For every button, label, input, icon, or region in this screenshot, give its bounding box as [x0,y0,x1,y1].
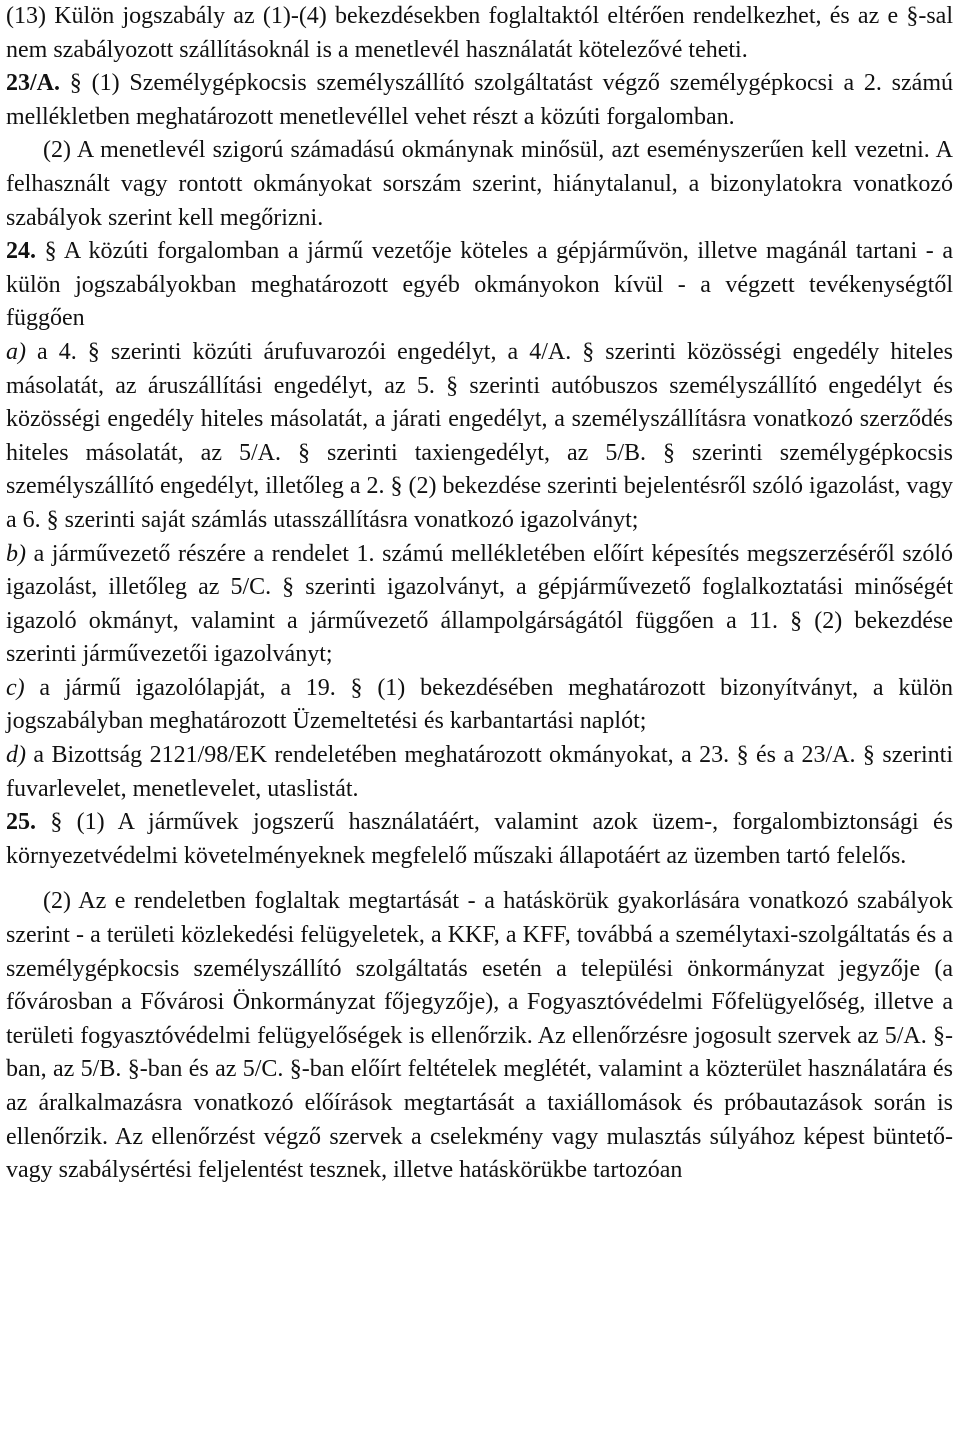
item-a [6,336,953,538]
section-24 [6,235,953,336]
section-number: 23/A. [6,70,60,97]
paragraph-25-2 [6,885,953,1187]
paragraph-text: a jármű igazolólapját, a 19. § (1) bekezdésében meghatározott bizonyítványt, a külön jogszabályban meghatározott Üzemeltetési és karbantartási naplót; [6,674,953,735]
paragraph-text: (2) Az e rendeletben foglaltak megtartását - a hatáskörük gyakorlására vonatkozó szabályok szerint - a területi közlekedési felügyeletek, a KKF, a KFF, továbbá a személytaxi-szolgáltatás és a személygépkocsis személyszállító szolgáltatás esetén a települési önkormányzat jegyzője (a fővárosban a Fővárosi Önkormányzat főjegyzője), a Fogyasztóvédelmi Főfelügyelőség, illetve a területi fogyasztóvédelmi felügyelőségek is ellenőrzik. Az ellenőrzésre jogosult szervek az 5/A. §-ban, az 5/B. §-ban és az 5/C. §-ban előírt feltételek meglétét, valamint a közterület használatára és az áralkalmazásra vonatkozó előírások megtartását a taxiállomások és próbautazások során is ellenőrzik. Az ellenőrzést végző szervek a cselekmény vagy mulasztás súlyához képest büntető- vagy szabálysértési feljelentést tesznek, illetve hatáskörükbe tartozóan [6,888,953,1184]
item-label: d) [6,742,26,769]
paragraph-text: § (1) Személygépkocsis személyszállító szolgáltatást végző személygépkocsi a 2. számú mellékletben meghatározott menetlevéllel vehet részt a közúti forgalomban. [6,70,953,130]
item-d [6,739,953,806]
paragraph-text: a Bizottság 2121/98/EK rendeletében meghatározott okmányokat, a 23. § és a 23/A. § szerinti fuvarlevelet, menetlevelet, utaslistát. [6,742,953,802]
paragraph-text: § (1) A járművek jogszerű használatáért, valamint azok üzem-, forgalombiztonsági és környezetvédelmi követelményeknek megfelelő műszaki állapotáért az üzemben tartó felelős. [6,809,953,869]
item-label: c) [6,674,25,701]
paragraph-text: (13) Külön jogszabály az (1)-(4) bekezdésekben foglaltaktól eltérően rendelkezhet, és az e §-sal nem szabályozott szállításoknál is a menetlevél használatát kötelezővé teheti. [6,3,953,63]
paragraph-text: (2) A menetlevél szigorú számadású okmánynak minősül, azt eseményszerűen kell vezetni. A felhasznált vagy rontott okmányokat sorszám szerint, hiánytalanul, a bizonylatokra vonatkozó szabályok szerint kell megőrizni. [6,137,953,231]
item-label: b) [6,540,26,567]
section-number: 25. [6,809,36,836]
paragraph-text: § A közúti forgalomban a jármű vezetője köteles a gépjárművön, illetve magánál tartani - a külön jogszabályokban meghatározott egyéb okmányokon kívül - a végzett tevékenységtől függően [6,238,953,332]
paragraph-23a-2 [6,134,953,235]
paragraph-text: a 4. § szerinti közúti árufuvarozói engedélyt, a 4/A. § szerinti közösségi engedély hiteles másolatát, az áruszállítási engedélyt, az 5. § szerinti autóbuszos személyszállító engedélyt és közösségi engedély hiteles másolatát, a járati engedélyt, a személyszállításra vonatkozó szerződés hiteles másolatát, az 5/A. § szerinti taxiengedélyt, az 5/B. § szerinti személygépkocsis személyszállító engedélyt, illetőleg a 2. § (2) bekezdése szerinti bejelentésről szóló igazolást, vagy a 6. § szerinti saját számlás utasszállításra vonatkozó igazolványt; [6,338,953,533]
paragraph-13 [6,0,953,67]
item-label: a) [6,338,26,365]
section-number: 24. [6,238,36,265]
item-b [6,538,953,672]
section-25 [6,806,953,873]
paragraph-text: a járművezető részére a rendelet 1. számú mellékletében előírt képesítés megszerzéséről szóló igazolást, illetőleg az 5/C. § szerinti igazolványt, a gépjárművezető foglalkoztatási minőségét igazoló okmányt, valamint a járművezető állampolgárságától függően a 11. § (2) bekezdése szerinti járművezetői igazolványt; [6,540,953,668]
section-23a [6,67,953,134]
item-c [6,672,953,739]
